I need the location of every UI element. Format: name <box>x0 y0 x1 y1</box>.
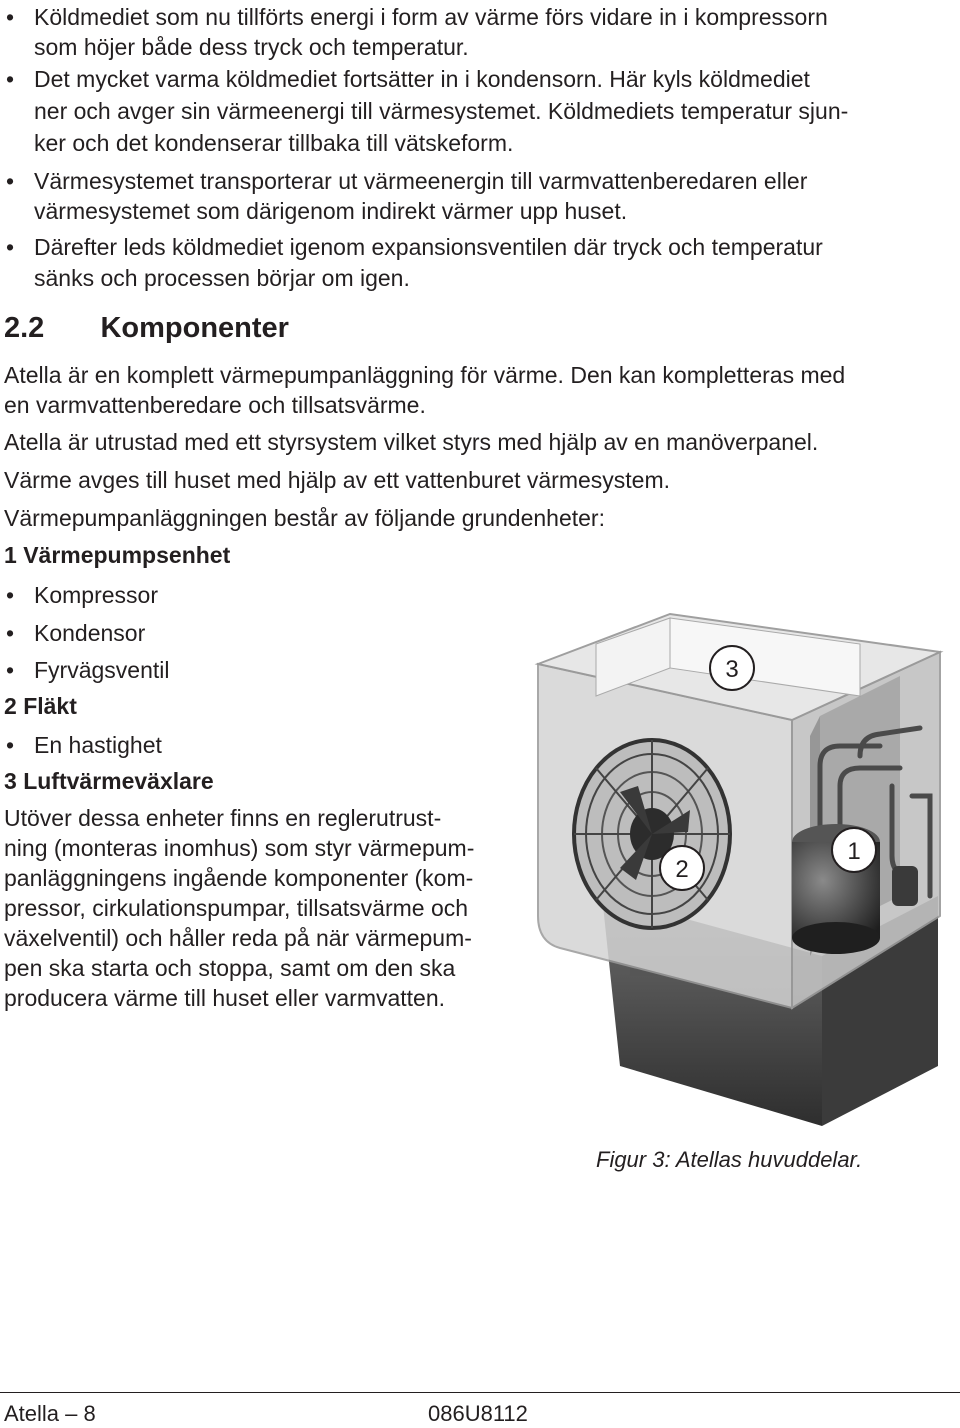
section-heading <box>4 310 289 346</box>
bullet-dot: • <box>6 4 15 30</box>
intro-bullet-2-line-3: ker och det kondenserar tillbaka till vätskeform. <box>34 130 514 156</box>
footer-rule <box>0 1392 960 1393</box>
unit-3-name: Luftvärmeväxlare <box>23 768 214 794</box>
unit-2-heading <box>4 691 77 721</box>
unit-2-item-1: En hastighet <box>34 732 162 758</box>
unit-2-name: Fläkt <box>23 693 77 719</box>
figure-caption: Figur 3: Atellas huvuddelar. <box>596 1147 863 1172</box>
bullet-dot: • <box>6 234 15 260</box>
unit-3-heading <box>4 766 214 796</box>
callout-2 <box>660 846 704 890</box>
bullet-dot: • <box>6 582 15 608</box>
bullet-dot: • <box>6 168 15 194</box>
bullet-dot: • <box>6 620 15 646</box>
footer-page-label: Atella – 8 <box>4 1401 96 1426</box>
closing-line-1: Utöver dessa enheter finns en reglerutrust- <box>4 805 442 831</box>
intro-bullet-3-line-1: Värmesystemet transporterar ut värmeenergin till varmvattenberedaren eller <box>34 168 808 194</box>
intro-bullet-2-line-2: ner och avger sin värmeenergi till värmesystemet. Köldmediets temperatur sjun- <box>34 98 849 124</box>
bullet-dot: • <box>6 657 15 683</box>
section-number: 2.2 <box>4 312 45 344</box>
unit-1-heading <box>4 540 230 570</box>
section-title: Komponenter <box>100 312 289 344</box>
paragraph-4: Värmepumpanläggningen består av följande grundenheter: <box>4 505 605 531</box>
callout-1 <box>832 828 876 872</box>
closing-line-4: pressor, cirkulationspumpar, tillsatsvärme och <box>4 895 469 921</box>
fan <box>574 740 730 928</box>
footer-document-code: 086U8112 <box>428 1401 528 1426</box>
unit-2-number: 2 <box>4 693 17 719</box>
bullet-dot: • <box>6 66 15 92</box>
intro-bullet-3-line-2: värmesystemet som därigenom indirekt värmer upp huset. <box>34 198 628 224</box>
intro-bullet-1-line-2: som höjer både dess tryck och temperatur. <box>34 34 469 60</box>
bullet-dot: • <box>6 732 15 758</box>
heat-pump-illustration <box>520 596 960 1142</box>
callout-1-label: 1 <box>847 838 861 865</box>
callout-3 <box>710 646 754 690</box>
intro-bullet-4-line-1: Därefter leds köldmediet igenom expansionsventilen där tryck och temperatur <box>34 234 823 260</box>
paragraph-3: Värme avges till huset med hjälp av ett vattenburet värmesystem. <box>4 467 671 493</box>
closing-line-5: växelventil) och håller reda på när värmepum- <box>4 925 472 951</box>
intro-bullet-1-line-1: Köldmediet som nu tillförts energi i form av värme förs vidare in i kompressorn <box>34 4 828 30</box>
closing-line-7: producera värme till huset eller varmvatten. <box>4 985 446 1011</box>
paragraph-1-line-1: Atella är en komplett värmepumpanläggning för värme. Den kan kompletteras med <box>4 362 846 388</box>
paragraph-1-line-2: en varmvattenberedare och tillsatsvärme. <box>4 392 426 418</box>
unit-3-number: 3 <box>4 768 17 794</box>
closing-line-6: pen ska starta och stoppa, samt om den ska <box>4 955 456 981</box>
heat-pump-figure <box>520 596 960 1142</box>
callout-2-label: 2 <box>675 856 689 883</box>
intro-bullet-4-line-2: sänks och processen börjar om igen. <box>34 265 410 291</box>
unit-1-item-3: Fyrvägsventil <box>34 657 170 683</box>
paragraph-2: Atella är utrustad med ett styrsystem vilket styrs med hjälp av en manöverpanel. <box>4 429 819 455</box>
closing-line-3: panläggningens ingående komponenter (kom- <box>4 865 474 891</box>
unit-1-number: 1 <box>4 542 17 568</box>
unit-1-item-2: Kondensor <box>34 620 146 646</box>
callout-3-label: 3 <box>725 656 739 683</box>
intro-bullet-2-line-1: Det mycket varma köldmediet fortsätter in i kondensorn. Här kyls köldmediet <box>34 66 810 92</box>
unit-1-name: Värmepumpsenhet <box>23 542 231 568</box>
closing-line-2: ning (monteras inomhus) som styr värmepum- <box>4 835 475 861</box>
unit-1-item-1: Kompressor <box>34 582 158 608</box>
